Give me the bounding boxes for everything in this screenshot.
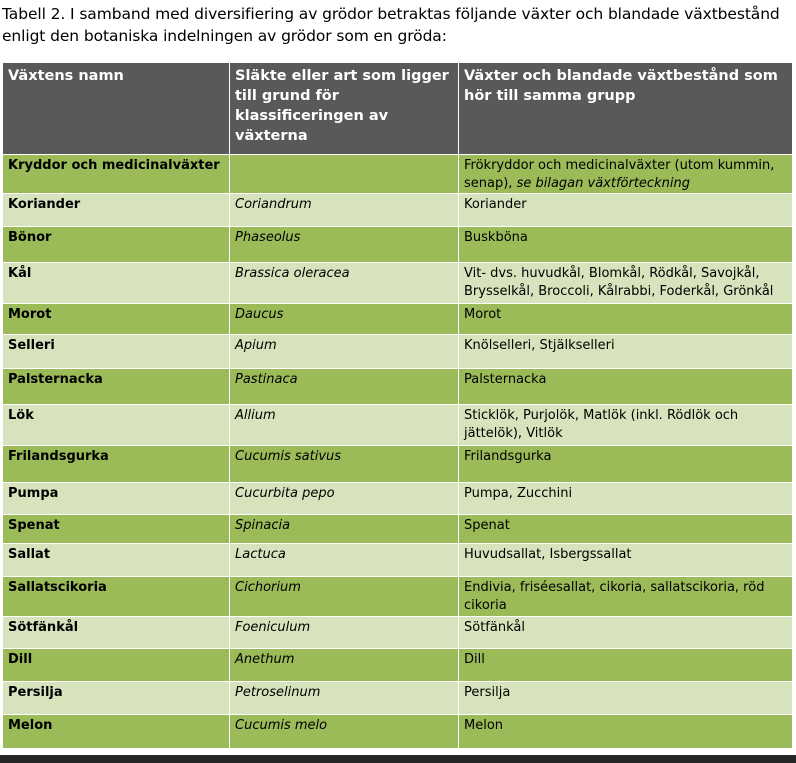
crop-table-container bbox=[2, 62, 792, 749]
cell-genus: Apium bbox=[230, 335, 459, 369]
table-row bbox=[3, 155, 793, 194]
table-row bbox=[3, 194, 793, 227]
cell-genus: Cucumis sativus bbox=[230, 446, 459, 483]
bottom-border-bar bbox=[0, 755, 796, 763]
table-row bbox=[3, 682, 793, 715]
cell-plant-name: Selleri bbox=[3, 335, 230, 369]
table-caption bbox=[2, 3, 792, 47]
cell-plant-name: Persilja bbox=[3, 682, 230, 715]
header-group-plants: Växter och blandade växtbestånd som hör till samma grupp bbox=[459, 63, 793, 155]
cell-group: Buskböna bbox=[459, 227, 793, 263]
cell-plant-name: Kål bbox=[3, 263, 230, 304]
cell-group: Spenat bbox=[459, 515, 793, 544]
cell-group-note: se bilagan växtförteckning bbox=[516, 176, 690, 191]
cell-plant-name: Kryddor och medicinalväxter bbox=[3, 155, 230, 194]
header-plant-name: Växtens namn bbox=[3, 63, 230, 155]
cell-genus: Cichorium bbox=[230, 577, 459, 617]
cell-plant-name: Sallat bbox=[3, 544, 230, 577]
cell-plant-name: Sallatscikoria bbox=[3, 577, 230, 617]
cell-genus: Allium bbox=[230, 405, 459, 446]
cell-plant-name: Melon bbox=[3, 715, 230, 749]
cell-genus: Petroselinum bbox=[230, 682, 459, 715]
caption-line-2: enligt den botaniska indelningen av grödor som en gröda: bbox=[2, 27, 447, 45]
cell-group: Dill bbox=[459, 649, 793, 682]
cell-plant-name: Bönor bbox=[3, 227, 230, 263]
table-row bbox=[3, 515, 793, 544]
table-row bbox=[3, 617, 793, 649]
table-row bbox=[3, 715, 793, 749]
cell-group: Huvudsallat, Isbergssallat bbox=[459, 544, 793, 577]
cell-plant-name: Sötfänkål bbox=[3, 617, 230, 649]
table-row bbox=[3, 544, 793, 577]
cell-plant-name: Morot bbox=[3, 304, 230, 335]
cell-group: Palsternacka bbox=[459, 369, 793, 405]
cell-genus: Pastinaca bbox=[230, 369, 459, 405]
cell-group: Melon bbox=[459, 715, 793, 749]
table-row bbox=[3, 369, 793, 405]
cell-plant-name: Pumpa bbox=[3, 483, 230, 515]
table-row bbox=[3, 649, 793, 682]
cell-group: Knölselleri, Stjälkselleri bbox=[459, 335, 793, 369]
cell-group: Endivia, friséesallat, cikoria, sallatscikoria, röd cikoria bbox=[459, 577, 793, 617]
caption-line-1: Tabell 2. I samband med diversifiering av grödor betraktas följande växter och blandade växtbestånd bbox=[2, 5, 780, 23]
table-row bbox=[3, 335, 793, 369]
cell-genus: Spinacia bbox=[230, 515, 459, 544]
cell-plant-name: Spenat bbox=[3, 515, 230, 544]
header-genus-species: Släkte eller art som ligger till grund för klassificeringen av växterna bbox=[230, 63, 459, 155]
cell-plant-name: Koriander bbox=[3, 194, 230, 227]
cell-group: Persilja bbox=[459, 682, 793, 715]
cell-genus: Brassica oleracea bbox=[230, 263, 459, 304]
cell-genus: Foeniculum bbox=[230, 617, 459, 649]
table-row bbox=[3, 263, 793, 304]
cell-plant-name: Palsternacka bbox=[3, 369, 230, 405]
cell-genus: Anethum bbox=[230, 649, 459, 682]
cell-group bbox=[459, 155, 793, 194]
cell-genus bbox=[230, 155, 459, 194]
cell-group: Vit- dvs. huvudkål, Blomkål, Rödkål, Savojkål, Brysselkål, Broccoli, Kålrabbi, Foderkål, Grönkål bbox=[459, 263, 793, 304]
table-row bbox=[3, 577, 793, 617]
cell-genus: Coriandrum bbox=[230, 194, 459, 227]
cell-group: Pumpa, Zucchini bbox=[459, 483, 793, 515]
cell-genus: Cucurbita pepo bbox=[230, 483, 459, 515]
cell-genus: Lactuca bbox=[230, 544, 459, 577]
table-row bbox=[3, 227, 793, 263]
cell-group: Morot bbox=[459, 304, 793, 335]
cell-plant-name: Dill bbox=[3, 649, 230, 682]
cell-genus: Cucumis melo bbox=[230, 715, 459, 749]
cell-group: Sticklök, Purjolök, Matlök (inkl. Rödlök och jättelök), Vitlök bbox=[459, 405, 793, 446]
cell-group: Koriander bbox=[459, 194, 793, 227]
cell-group: Sötfänkål bbox=[459, 617, 793, 649]
cell-plant-name: Lök bbox=[3, 405, 230, 446]
table-row bbox=[3, 446, 793, 483]
cell-group-text: Frökryddor och medicinalväxter (utom kummin, senap), bbox=[464, 158, 775, 191]
table-row bbox=[3, 483, 793, 515]
cell-genus: Daucus bbox=[230, 304, 459, 335]
table-row bbox=[3, 304, 793, 335]
crop-classification-table bbox=[2, 62, 793, 749]
cell-group: Frilandsgurka bbox=[459, 446, 793, 483]
cell-genus: Phaseolus bbox=[230, 227, 459, 263]
table-row bbox=[3, 405, 793, 446]
table-header-row bbox=[3, 63, 793, 155]
cell-plant-name: Frilandsgurka bbox=[3, 446, 230, 483]
